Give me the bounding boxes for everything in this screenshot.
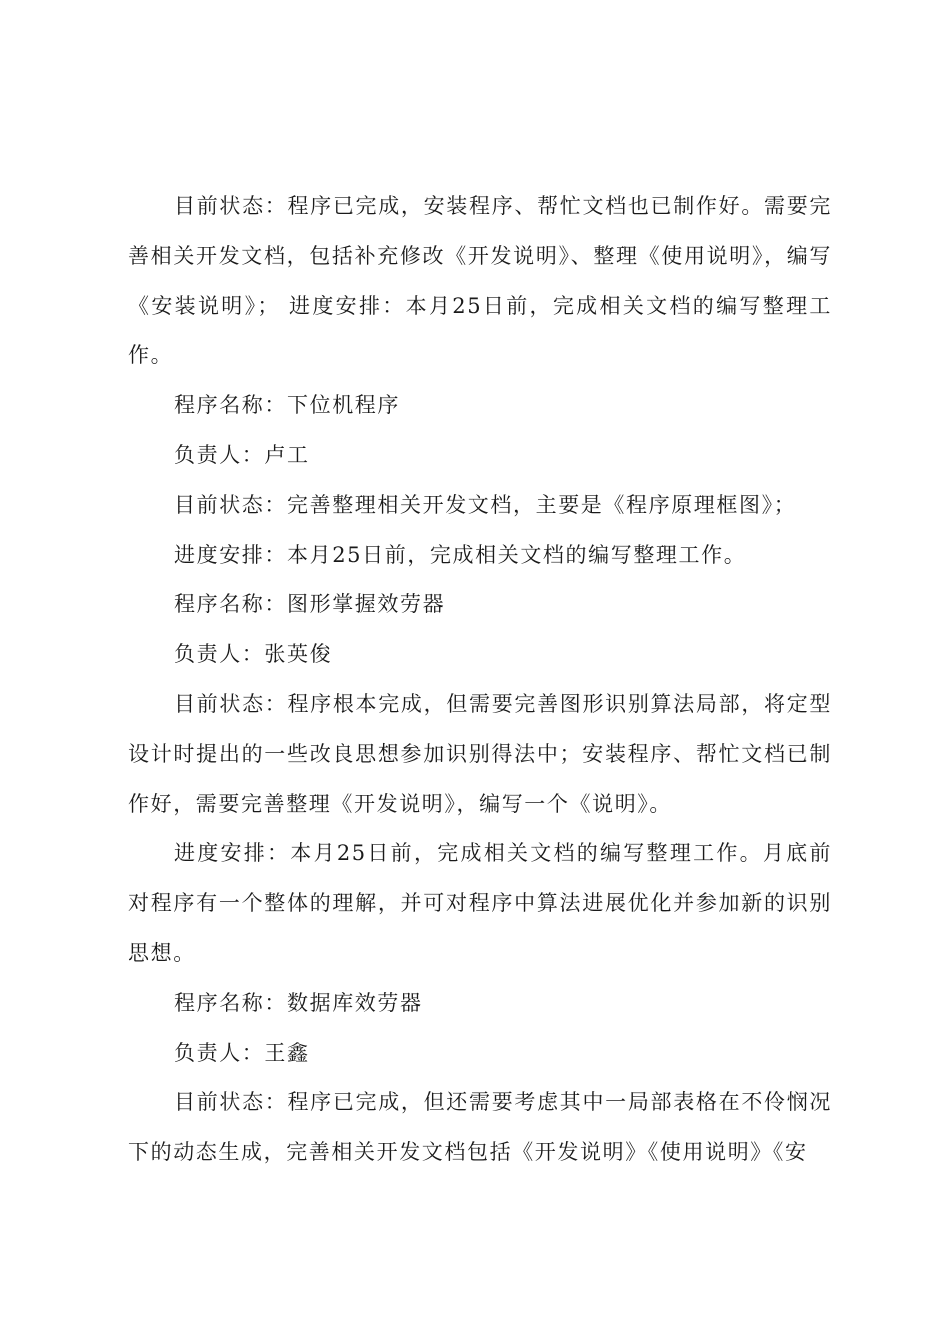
owner-line: 负责人：卢工 xyxy=(174,442,310,467)
status-paragraph: 目前状态：程序已完成，但还需要考虑其中一局部表格在不伶悯况下的动态生成，完善相关开发文档包括《开发说明》《使用说明》《安 xyxy=(128,1090,832,1165)
owner-line: 负责人：王鑫 xyxy=(174,1040,310,1065)
status-paragraph: 目前状态：完善整理相关开发文档，主要是《程序原理框图》； xyxy=(174,492,797,517)
program-name-line: 程序名称：图形掌握效劳器 xyxy=(174,592,446,617)
schedule-paragraph: 进度安排：本月25日前，完成相关文档的编写整理工作。 xyxy=(174,542,747,567)
status-paragraph: 目前状态：程序根本完成，但需要完善图形识别算法局部，将定型设计时提出的一些改良思想参加识别得法中；安装程序、帮忙文档已制作好，需要完善整理《开发说明》，编写一个《说明》。 xyxy=(128,691,832,816)
program-name-line: 程序名称：数据库效劳器 xyxy=(174,990,423,1015)
status-paragraph: 目前状态：程序已完成，安装程序、帮忙文档也已制作好。需要完善相关开发文档，包括补充修改《开发说明》、整理《使用说明》，编写《安装说明》； 进度安排：本月25日前，完成相关文档的编写整理工作。 xyxy=(128,194,832,368)
program-name-line: 程序名称：下位机程序 xyxy=(174,393,400,418)
schedule-paragraph: 进度安排：本月25日前，完成相关文档的编写整理工作。月底前对程序有一个整体的理解，并可对程序中算法进展优化并参加新的识别思想。 xyxy=(128,841,832,965)
owner-line: 负责人：张英俊 xyxy=(174,642,333,667)
document-body xyxy=(128,182,832,1178)
